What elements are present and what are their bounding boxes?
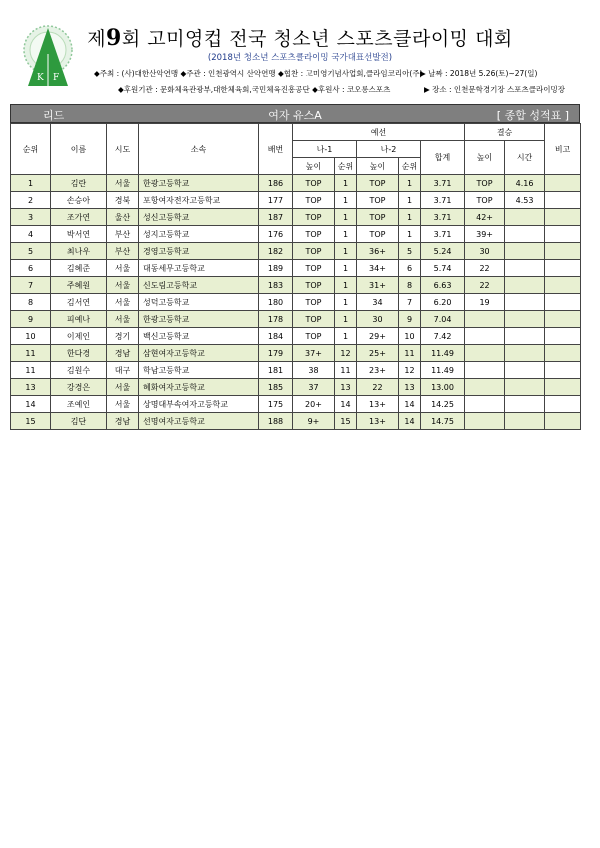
cell-q1-height: TOP — [293, 260, 335, 277]
cell-q2-height: 23+ — [357, 362, 399, 379]
cell-affiliation: 혜화여자고등학교 — [139, 379, 259, 396]
cell-q2-rank: 1 — [399, 175, 421, 192]
cell-final-time: 4.53 — [505, 192, 545, 209]
cell-final-height: 22 — [465, 260, 505, 277]
cell-q2-rank: 14 — [399, 413, 421, 430]
cell-final-height: 30 — [465, 243, 505, 260]
cell-q1-rank: 1 — [335, 294, 357, 311]
cell-region: 서울 — [107, 260, 139, 277]
cell-rank: 11 — [11, 362, 51, 379]
cell-affiliation: 한광고등학교 — [139, 175, 259, 192]
results-table — [10, 123, 581, 430]
cell-q2-rank: 5 — [399, 243, 421, 260]
cell-region: 부산 — [107, 243, 139, 260]
cell-affiliation: 삼현여자고등학교 — [139, 345, 259, 362]
cell-rank: 1 — [11, 175, 51, 192]
cell-affiliation: 성지고등학교 — [139, 226, 259, 243]
sponsor-info: ◆후원기관 : 문화체육관광부,대한체육회,국민체육진흥공단 ◆후원사 : 코오롱스포츠 — [118, 85, 391, 94]
cell-q1-rank: 12 — [335, 345, 357, 362]
cell-q2-rank: 12 — [399, 362, 421, 379]
venue-info: ▶ 장소 : 인천문학경기장 스포츠클라이밍장 — [424, 85, 565, 94]
header-final-time: 시간 — [505, 141, 545, 175]
header-bib: 배번 — [259, 124, 293, 175]
cell-final-height — [465, 345, 505, 362]
cell-affiliation: 경영고등학교 — [139, 243, 259, 260]
cell-q1-rank: 15 — [335, 413, 357, 430]
cell-q2-rank: 6 — [399, 260, 421, 277]
cell-final-height: 39+ — [465, 226, 505, 243]
table-row — [11, 396, 581, 413]
table-row — [11, 175, 581, 192]
cell-region: 경기 — [107, 328, 139, 345]
table-row — [11, 413, 581, 430]
cell-bib: 186 — [259, 175, 293, 192]
header-name: 이름 — [51, 124, 107, 175]
table-row — [11, 226, 581, 243]
cell-q2-rank: 8 — [399, 277, 421, 294]
cell-q1-height: TOP — [293, 175, 335, 192]
cell-bib: 180 — [259, 294, 293, 311]
cell-region: 부산 — [107, 226, 139, 243]
cell-total: 3.71 — [421, 175, 465, 192]
cell-rank: 3 — [11, 209, 51, 226]
report-label: [ 종합 성적표 ] — [496, 109, 569, 122]
cell-affiliation: 신도림고등학교 — [139, 277, 259, 294]
cell-final-time — [505, 209, 545, 226]
cell-q1-height: 20+ — [293, 396, 335, 413]
cell-final-height: 19 — [465, 294, 505, 311]
cell-bib: 188 — [259, 413, 293, 430]
cell-name: 김란 — [51, 175, 107, 192]
cell-q2-height: 36+ — [357, 243, 399, 260]
cell-name: 김혜준 — [51, 260, 107, 277]
table-row — [11, 328, 581, 345]
cell-bib: 184 — [259, 328, 293, 345]
cell-rank: 13 — [11, 379, 51, 396]
table-row — [11, 294, 581, 311]
cell-final-time — [505, 362, 545, 379]
header-q1-rank: 순위 — [335, 158, 357, 175]
cell-total: 11.49 — [421, 345, 465, 362]
cell-name: 김서연 — [51, 294, 107, 311]
cell-q1-rank: 14 — [335, 396, 357, 413]
cell-total: 14.25 — [421, 396, 465, 413]
cell-affiliation: 한광고등학교 — [139, 311, 259, 328]
event-label: 리드 — [43, 109, 65, 122]
cell-region: 울산 — [107, 209, 139, 226]
cell-final-time — [505, 226, 545, 243]
cell-affiliation: 대동세무고등학교 — [139, 260, 259, 277]
cell-bib: 181 — [259, 362, 293, 379]
cell-region: 서울 — [107, 379, 139, 396]
header-final: 결승 — [465, 124, 545, 141]
cell-total: 3.71 — [421, 209, 465, 226]
cell-bib: 177 — [259, 192, 293, 209]
cell-q2-rank: 1 — [399, 226, 421, 243]
cell-q2-height: 34+ — [357, 260, 399, 277]
header-q2: 나-2 — [357, 141, 421, 158]
cell-q1-rank: 1 — [335, 226, 357, 243]
cell-q1-height: 37+ — [293, 345, 335, 362]
cell-q2-height: TOP — [357, 226, 399, 243]
cell-total: 5.74 — [421, 260, 465, 277]
cell-q1-rank: 1 — [335, 243, 357, 260]
table-row — [11, 243, 581, 260]
cell-final-height — [465, 362, 505, 379]
cell-note — [545, 192, 581, 209]
table-row — [11, 311, 581, 328]
header-q1-height: 높이 — [293, 158, 335, 175]
cell-q1-rank: 1 — [335, 260, 357, 277]
header-affiliation: 소속 — [139, 124, 259, 175]
cell-bib: 183 — [259, 277, 293, 294]
cell-region: 서울 — [107, 396, 139, 413]
cell-q2-rank: 11 — [399, 345, 421, 362]
cell-name: 최나우 — [51, 243, 107, 260]
cell-q2-height: TOP — [357, 209, 399, 226]
cell-affiliation: 포항여자전자고등학교 — [139, 192, 259, 209]
cell-final-time — [505, 260, 545, 277]
cell-affiliation: 백신고등학교 — [139, 328, 259, 345]
cell-rank: 5 — [11, 243, 51, 260]
cell-q2-height: 30 — [357, 311, 399, 328]
cell-total: 5.24 — [421, 243, 465, 260]
cell-q2-height: TOP — [357, 175, 399, 192]
cell-q1-height: TOP — [293, 277, 335, 294]
cell-final-height — [465, 328, 505, 345]
cell-total: 6.20 — [421, 294, 465, 311]
cell-final-time: 4.16 — [505, 175, 545, 192]
cell-rank: 10 — [11, 328, 51, 345]
cell-q1-rank: 1 — [335, 328, 357, 345]
category-label: 여자 유스A — [268, 109, 322, 122]
cell-total: 13.00 — [421, 379, 465, 396]
cell-q1-height: TOP — [293, 192, 335, 209]
cell-name: 강경은 — [51, 379, 107, 396]
cell-q1-rank: 1 — [335, 311, 357, 328]
header-total: 합계 — [421, 141, 465, 175]
cell-total: 7.42 — [421, 328, 465, 345]
cell-q2-rank: 13 — [399, 379, 421, 396]
cell-affiliation: 상명대부속여자고등학교 — [139, 396, 259, 413]
header-region: 시도 — [107, 124, 139, 175]
cell-final-height: TOP — [465, 192, 505, 209]
cell-final-height — [465, 379, 505, 396]
cell-q1-rank: 1 — [335, 277, 357, 294]
cell-final-time — [505, 243, 545, 260]
cell-rank: 9 — [11, 311, 51, 328]
cell-final-time — [505, 311, 545, 328]
cell-q1-rank: 13 — [335, 379, 357, 396]
cell-name: 박서연 — [51, 226, 107, 243]
cell-note — [545, 413, 581, 430]
cell-final-height — [465, 396, 505, 413]
cell-note — [545, 260, 581, 277]
cell-rank: 11 — [11, 345, 51, 362]
cell-final-height — [465, 311, 505, 328]
header-q2-rank: 순위 — [399, 158, 421, 175]
cell-q2-rank: 10 — [399, 328, 421, 345]
cell-note — [545, 396, 581, 413]
cell-q2-height: 31+ — [357, 277, 399, 294]
cell-note — [545, 175, 581, 192]
page-subtitle: (2018년 청소년 스포츠클라이밍 국가대표선발전) — [207, 53, 393, 63]
cell-total: 6.63 — [421, 277, 465, 294]
cell-bib: 175 — [259, 396, 293, 413]
cell-name: 피예나 — [51, 311, 107, 328]
cell-q2-height: 13+ — [357, 413, 399, 430]
cell-name: 김단 — [51, 413, 107, 430]
cell-rank: 8 — [11, 294, 51, 311]
cell-final-height — [465, 413, 505, 430]
cell-rank: 15 — [11, 413, 51, 430]
cell-bib: 179 — [259, 345, 293, 362]
cell-note — [545, 379, 581, 396]
svg-text:K: K — [37, 73, 44, 83]
header-q1: 나-1 — [293, 141, 357, 158]
cell-q2-height: 25+ — [357, 345, 399, 362]
cell-name: 김원수 — [51, 362, 107, 379]
cell-q2-rank: 1 — [399, 192, 421, 209]
cell-name: 주혜원 — [51, 277, 107, 294]
cell-q2-height: 22 — [357, 379, 399, 396]
cell-affiliation: 성덕고등학교 — [139, 294, 259, 311]
cell-q1-height: 37 — [293, 379, 335, 396]
header-qualification: 예선 — [293, 124, 465, 141]
svg-text:F: F — [53, 73, 60, 83]
cell-q1-height: TOP — [293, 243, 335, 260]
cell-bib: 189 — [259, 260, 293, 277]
table-row — [11, 192, 581, 209]
cell-total: 3.71 — [421, 192, 465, 209]
cell-final-height: TOP — [465, 175, 505, 192]
cell-affiliation: 선명여자고등학교 — [139, 413, 259, 430]
cell-q1-height: TOP — [293, 311, 335, 328]
cell-affiliation: 학남고등학교 — [139, 362, 259, 379]
table-row — [11, 379, 581, 396]
cell-bib: 176 — [259, 226, 293, 243]
cell-final-time — [505, 379, 545, 396]
cell-note — [545, 328, 581, 345]
cell-affiliation: 성신고등학교 — [139, 209, 259, 226]
cell-rank: 6 — [11, 260, 51, 277]
cell-rank: 2 — [11, 192, 51, 209]
cell-final-time — [505, 396, 545, 413]
cell-region: 서울 — [107, 311, 139, 328]
cell-bib: 182 — [259, 243, 293, 260]
cell-name: 조가연 — [51, 209, 107, 226]
cell-q1-rank: 1 — [335, 192, 357, 209]
cell-final-time — [505, 413, 545, 430]
table-row — [11, 362, 581, 379]
table-row — [11, 209, 581, 226]
cell-note — [545, 345, 581, 362]
cell-bib: 185 — [259, 379, 293, 396]
cell-rank: 4 — [11, 226, 51, 243]
cell-q2-rank: 9 — [399, 311, 421, 328]
cell-name: 조예인 — [51, 396, 107, 413]
cell-note — [545, 243, 581, 260]
cell-q2-height: TOP — [357, 192, 399, 209]
cell-q1-height: 38 — [293, 362, 335, 379]
cell-note — [545, 294, 581, 311]
header-final-height: 높이 — [465, 141, 505, 175]
header-rank: 순위 — [11, 124, 51, 175]
table-row — [11, 345, 581, 362]
cell-bib: 178 — [259, 311, 293, 328]
cell-name: 손승아 — [51, 192, 107, 209]
cell-total: 7.04 — [421, 311, 465, 328]
cell-note — [545, 311, 581, 328]
cell-name: 한다경 — [51, 345, 107, 362]
cell-region: 경북 — [107, 192, 139, 209]
cell-total: 14.75 — [421, 413, 465, 430]
cell-q1-height: TOP — [293, 209, 335, 226]
cell-region: 경남 — [107, 345, 139, 362]
category-bar — [10, 104, 580, 123]
cell-q1-rank: 11 — [335, 362, 357, 379]
cell-q2-height: 13+ — [357, 396, 399, 413]
cell-final-height: 42+ — [465, 209, 505, 226]
cell-note — [545, 277, 581, 294]
cell-q1-height: TOP — [293, 328, 335, 345]
page-title: 제9회 고미영컵 전국 청소년 스포츠클라이밍 대회 — [87, 25, 513, 51]
cell-region: 서울 — [107, 294, 139, 311]
cell-final-time — [505, 294, 545, 311]
cell-total: 3.71 — [421, 226, 465, 243]
cell-region: 경남 — [107, 413, 139, 430]
organizer-info: ◆주최 : (사)대한산악연맹 ◆주관 : 인천광역시 산악연맹 ◆협찬 : 고미영기념사업회,클라임코리아(주) — [94, 69, 423, 78]
cell-final-time — [505, 345, 545, 362]
cell-region: 서울 — [107, 277, 139, 294]
table-row — [11, 277, 581, 294]
cell-q1-height: 9+ — [293, 413, 335, 430]
cell-final-time — [505, 277, 545, 294]
cell-region: 서울 — [107, 175, 139, 192]
cell-note — [545, 362, 581, 379]
cell-total: 11.49 — [421, 362, 465, 379]
cell-q2-rank: 7 — [399, 294, 421, 311]
date-info: ▶ 날짜 : 2018년 5.26(토)~27(일) — [420, 69, 538, 78]
cell-q2-height: 29+ — [357, 328, 399, 345]
cell-q1-rank: 1 — [335, 209, 357, 226]
cell-rank: 7 — [11, 277, 51, 294]
cell-region: 대구 — [107, 362, 139, 379]
cell-q1-height: TOP — [293, 294, 335, 311]
cell-q1-height: TOP — [293, 226, 335, 243]
header-q2-height: 높이 — [357, 158, 399, 175]
cell-name: 이제인 — [51, 328, 107, 345]
cell-q2-height: 34 — [357, 294, 399, 311]
cell-rank: 14 — [11, 396, 51, 413]
cell-bib: 187 — [259, 209, 293, 226]
cell-note — [545, 209, 581, 226]
table-row — [11, 260, 581, 277]
cell-q2-rank: 14 — [399, 396, 421, 413]
header-note: 비고 — [545, 124, 581, 175]
cell-final-height: 22 — [465, 277, 505, 294]
cell-q1-rank: 1 — [335, 175, 357, 192]
cell-note — [545, 226, 581, 243]
cell-final-time — [505, 328, 545, 345]
cell-q2-rank: 1 — [399, 209, 421, 226]
